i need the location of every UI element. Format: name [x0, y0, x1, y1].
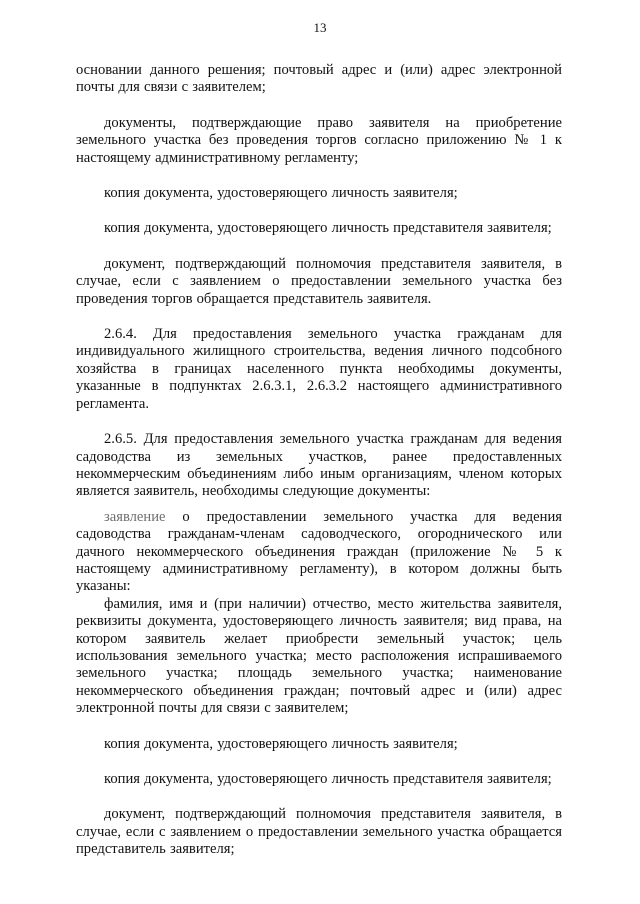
paragraph-application-text: о предоставлении земельного участка для ведения садоводства гражданам-членам садоводческого, огороднического или дачного некоммерческого объединения граждан (приложение № 5 к настоящему административному регламенту), в котором должны быть указаны:	[76, 508, 562, 595]
document-body	[76, 62, 562, 859]
application-link[interactable]: заявление	[104, 508, 166, 525]
paragraph: копия документа, удостоверяющего личность представителя заявителя;	[104, 220, 552, 237]
paragraph: копия документа, удостоверяющего личность заявителя;	[104, 185, 458, 202]
paragraph: копия документа, удостоверяющего личность представителя заявителя;	[104, 771, 552, 787]
paragraph: документ, подтверждающий полномочия представителя заявителя, в случае, если с заявлением о предоставлении земельного участка без проведения торгов обращается представитель заявителя.	[76, 255, 562, 307]
paragraph: документ, подтверждающий полномочия представителя заявителя, в случае, если с заявлением о предоставлении земельного участка обращается представитель заявителя;	[76, 806, 562, 858]
paragraph: основании данного решения; почтовый адрес и (или) адрес электронной почты для связи с заявителем;	[76, 62, 562, 96]
paragraph: фамилия, имя и (при наличии) отчество, место жительства заявителя, реквизиты документа, удостоверяющего личность заявителя; вид права, на котором заявитель желает приобрести земельный участок; цель использования земельного участка; место расположения испрашиваемого земельного участка; площадь земельного участка; наименование некоммерческого объединения граждан; почтовый адрес и (или) адрес электронной почты для связи с заявителем;	[76, 595, 562, 717]
page-number: 13	[313, 20, 327, 35]
paragraph-application	[76, 509, 562, 596]
section-paragraph-2-6-5: 2.6.5. Для предоставления земельного участка гражданам для ведения садоводства из земельных участков, ранее предоставленных некоммерческим объединениям либо иным организациям, членом которых является заявитель, необходимы следующие документы:	[76, 431, 562, 500]
section-paragraph-2-6-4: 2.6.4. Для предоставления земельного участка гражданам для индивидуального жилищного строительства, ведения личного подсобного хозяйства в границах населенного пункта необходимы документы, указанные в подпунктах 2.6.3.1, 2.6.3.2 настоящего административного регламента.	[76, 326, 562, 412]
paragraph: копия документа, удостоверяющего личность заявителя;	[104, 735, 458, 752]
paragraph: документы, подтверждающие право заявителя на приобретение земельного участка без проведения торгов согласно приложению № 1 к настоящему административному регламенту;	[76, 114, 562, 166]
